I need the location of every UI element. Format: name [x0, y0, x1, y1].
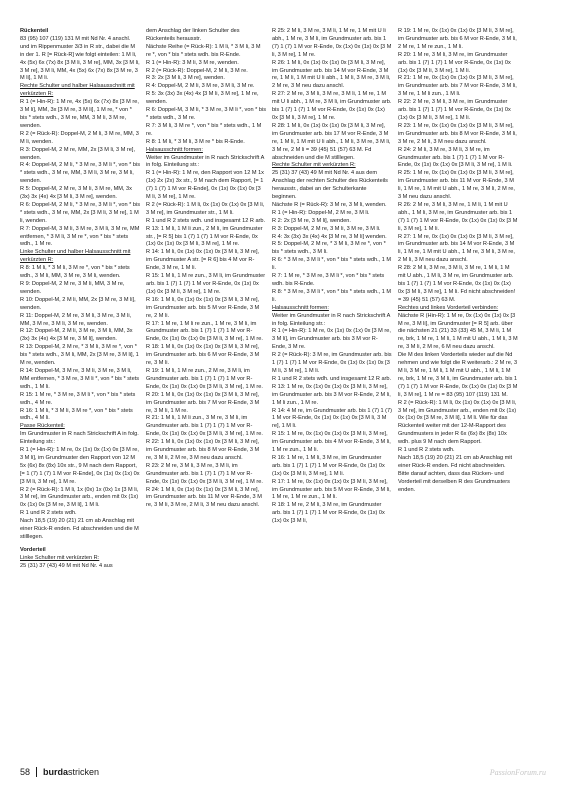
instruction-paragraph: Linke Schulter und halber Halsausschnitt mit verkürzten R:	[20, 249, 131, 264]
instruction-paragraph: R 15: 1 M re, * 3 M re, 3 M li *, von * bis * stets wdh., 4 M re.	[20, 391, 136, 406]
instruction-paragraph: R 2 (= Rück-R): Doppel-M, 2 M li, 3 M re, MM, 3 M li, wenden.	[20, 130, 139, 145]
instruction-paragraph: R 19: 1 M re, 0x (1x) 0x (1x) 0x [3 M li, 3 M re], im Grundmuster arb. bis 6 M vor R-Ende, 3 M li, 2 M re, 1 M re zun., 1 M li.	[398, 28, 517, 50]
instruction-paragraph: R 6: Doppel-M, 3 M li, * 3 M re, 3 M li *, von * bis * stets wdh., 3 M re.	[146, 107, 266, 121]
instruction-paragraph: R 16: 1 M re, 1 M li, 3 M re, im Grundmuster arb. bis 1 (7) 1 (7) 1 M vor R-Ende, 0x (1x) 0x (1x) 0x [3 M li, 3 M re], 1 M li.	[272, 454, 385, 477]
instruction-paragraph: R 7: 3 M li, 3 M re *, von * bis * stets wdh., 1 M re.	[146, 122, 262, 137]
instruction-paragraph: R 1 und R 2 stets wdh. und insgesamt 12 R arb.	[146, 217, 266, 224]
instruction-paragraph: Nach 18,5 (19) 20 (21) 21 cm ab Anschlag mit einer Rück-R enden. Fd abschneiden und die M stilllegen.	[20, 518, 139, 540]
instruction-paragraph: Halsausschnitt formen:	[146, 146, 203, 153]
instruction-paragraph: R 2 (= Rück-R): 1 M li, 0x (1x) 0x (1x) 0x [3 M li, 3 M re], im Grundmuster arb., enden mit 0x (1x) 0x (1x) 0x [3 M re, 3 M li], 1 M li. Wie für das Rückenteil weiter mit der 12-M-Rapport des Grundmusters in jeder R 6x (6x) 8x (8x) 10x wdh. plus 9 M nach dem Rapport.	[398, 399, 517, 446]
instruction-paragraph: dem Anschlag der linken Schulter des Rückenteils herausstr.	[146, 28, 240, 42]
instruction-paragraph: R 19: 1 M li, 1 M re zun., 2 M re, 3 M li, im Grundmuster arb. bis 1 (7) 1 (7) 1 M vor R-Ende, 0x (1x) 0x (1x) 0x [3 M li, 3 M re], 1 M re.	[146, 367, 263, 390]
page-body	[20, 28, 550, 763]
instruction-paragraph: R 16: 1 M li, 0x (1x) 0x (1x) 0x [3 M li, 3 M re], im Grundmuster arb. bis 5 M vor R-Ende, 3 M re, 2 M li.	[146, 296, 260, 319]
instruction-paragraph: R 5: 3x (3x) 3x (4x) 4x [3 M li, 3 M re], 1 M re, wenden.	[146, 91, 259, 106]
instruction-paragraph: R 15: 1 M re, 0x (1x) 0x (1x) 0x [3 M li, 3 M re], im Grundmuster arb. bis 4 M vor R-Ende, 3 M li, 1 M re zun., 1 M li.	[272, 431, 391, 454]
instruction-paragraph: R 22: 2 M re, 3 M li, 3 M re, im Grundmuster arb. bis 1 (7) 1 (7) 1 M vor R-Ende, 0x (1x) 0x (1x) 0x [3 M li, 3 M re], 1 M li.	[398, 99, 511, 121]
instruction-paragraph: R 5: Doppel-M, 2 M re, 3 M li, 3 M re, MM, 3x (3x) 3x (4x) 4x [3 M li, 3 M re], wenden.	[20, 186, 132, 201]
footer-divider	[36, 767, 37, 777]
instruction-paragraph: R 11: Doppel-M, 2 M re, 3 M li, 3 M re, 3 M li, MM, 3 M re, 3 M li, 3 M re, wenden.	[20, 312, 132, 327]
instruction-paragraph: R 24: 1 M li, 0x (1x) 0x (1x) 0x [3 M li, 3 M re], im Grundmuster arb. bis 11 M vor R-Ende, 3 M re, 3 M li, 3 M re, 2 M li, 3 M neu dazu anschl.	[146, 486, 262, 509]
instruction-paragraph: R 25: 1 M re, 0x (1x) 0x (1x) 0x [3 M li, 3 M re], im Grundmuster arb. bis 11 M vor R-Ende, 3 M li, 1 M re, 1 M mit U abh., 1 M re, 3 M li, 2 M re, 3 M neu dazu anschl.	[398, 170, 515, 201]
instruction-paragraph: Weiter im Grundmuster in R nach Strickschrift A in folg. Einteilung str.:	[146, 154, 265, 169]
instruction-paragraph: R 4: Doppel-M, 2 M li, * 3 M re, 3 M li *, von * bis * stets wdh., 3 M re, MM, 3 M li, 3 M re, 3 M li, wenden.	[20, 162, 140, 185]
instruction-paragraph: R 2 (= Rück-R): Doppel-M, 2 M li, 3 M re.	[146, 67, 248, 74]
instruction-paragraph: R 1 (= Hin-R): 1 M re, den Rapport von 12 M 1x (1x) 2x (2x) 3x str., 9 M nach dem Rapport, [= 1 (7) 1 (7) 1 M vor R-Ende], 0x (1x) 0x (1x) 0x [3 M li, 3 M re], 1 M re.	[146, 170, 264, 201]
instruction-paragraph: Die M des linken Vorderteils wieder auf die Nd nehmen und wie folgt die R weiterarb.: 2 M re, 3 M li, 3 M re, 1 M li, 1 M mit U abh., 1 M li, 1 M re, brk, 1 M re, 3 M li, im Grundmuster arb. bis 1 (7) 1 (7) 1 M vor R-Ende, 0x (1x) 0x (1x) 0x [3 M li, 3 M re], 1 M re = 83 (95) 107 (119) 131 M.	[398, 352, 518, 398]
instruction-paragraph: 25 (31) 37 (43) 49 M mit Nd Nr. 4 aus dem Anschlag der rechten Schulter des Rückenteils herausstr., dabei an der Schulterkante beginnen.	[272, 170, 388, 201]
instruction-paragraph: R 1 (= Hin-R): 1 M re, 0x (1x) 0x (1x) 0x [3 M re, 3 M li], im Grundmuster den Rapport von 12 M 5x (6x) 8x (8x) 10x str., 9 M nach dem Rapport, [= 1 (7) 1 (7) 1 M vor R-Ende], 0x (1x) 0x (1x) 0x [3 M li, 3 M re], 1 M re.	[20, 447, 140, 485]
instruction-paragraph: 83 (95) 107 (119) 131 M mit Nd Nr. 4 anschl. und im Rippenmuster 3/3 in R str., dabei die M in der 1. R [= Rück-R] wie folgt einteilen: 1 M li, 4x (5x) 6x (7x) 8x [3 M li, 3 M re], MM, 3x [3 M li, 3 M re], 3 M li, MM, 4x (5x) 6x (7x) 8x [3 M re, 3 M li], 1 M li.	[20, 35, 140, 82]
instruction-paragraph: R 3: Doppel-M, 2 M re, MM, 2x [3 M li, 3 M re], wenden.	[20, 146, 136, 161]
text-column-3	[272, 28, 392, 526]
text-column-2	[146, 28, 266, 510]
instruction-paragraph: R 4: Doppel-M, 2 M li, 3 M re, 3 M li, 3 M re.	[146, 83, 255, 90]
instruction-paragraph: R 1 und R 2 stets wdh.	[20, 510, 77, 517]
instruction-paragraph: R 14: 1 M li, 0x (1x) 0x (1x) 0x [3 M li, 3 M re], im Grundmuster A str. [= R 6] bis 4 M vor R-Ende, 3 M re, 1 M li.	[146, 249, 260, 272]
instruction-paragraph: Vorderteil	[20, 546, 46, 553]
instruction-paragraph: R 26: 2 M re, 3 M li, 3 M re, 1 M li, 1 M mit U abh., 1 M li, 3 M re, im Grundmuster arb. bis 1 (7) 1 (7) 1 M vor R-Ende, 0x (1x) 0x (1x) 0x [3 M li, 3 M re], 1 M li.	[398, 201, 518, 232]
instruction-paragraph: R 28: 2 M li, 3 M re, 3 M li, 3 M re, 1 M li, 1 M mit U abh., 1 M li, 3 M re, im Grundmuster arb. bis 1 (7) 1 (7) 1 M vor R-Ende, 0x (1x) 0x (1x) 0x [3 M li, 3 M re], 1 M li. Fd nicht abschneiden! = 39 (45) 51 (57) 63 M.	[398, 265, 516, 303]
instruction-paragraph: R 15: 1 M li, 1 M re zun., 3 M li, im Grundmuster arb. bis 1 (7) 1 (7) 1 M vor R-Ende, 0x (1x) 0x (1x) 0x [3 M li, 3 M re], 1 M re.	[146, 273, 266, 295]
instruction-paragraph: R 14: 4 M re, im Grundmuster arb. bis 1 (7) 1 (7) 1 M vor R-Ende, 0x (1x) 0x (1x) 0x [3 M li, 3 M re], 1 M li.	[272, 407, 392, 430]
instruction-paragraph: R 17: 1 M re, 0x (1x) 0x (1x) 0x [3 M li, 3 M re], im Grundmuster arb. bis 5 M vor R-Ende, 3 M li, 1 M re, 1 M re zun., 1 M li.	[272, 478, 391, 501]
instruction-paragraph: R 25: 2 M li, 3 M re, 3 M li, 1 M re, 1 M mit U li abh., 1 M re, 3 M li, im Grundmuster arb. bis 1 (7) 1 (7) 1 M vor R-Ende, 0x (1x) 0x (1x) 0x [3 M li, 3 M re], 1 M re.	[272, 28, 392, 58]
instruction-paragraph: R 1 und R 2 stets wdh.	[398, 447, 455, 454]
instruction-paragraph: Halsausschnitt formen:	[272, 304, 329, 311]
instruction-paragraph: R 13: 1 M li, 1 M li zun., 2 M li, im Grundmuster str., [= R 5] bis 1 (7) 1 (7) 1 M vor R-Ende, 0x (1x) 0x (1x) 0x [3 M li, 3 M re], 1 M re.	[146, 225, 263, 248]
brand-name-bold: burda	[43, 767, 69, 777]
instruction-paragraph: Weiter im Grundmuster in R nach Strickschrift A in folg. Einteilung str.:	[272, 312, 391, 327]
instruction-paragraph: R 26: 1 M li, 0x (1x) 0x (1x) 0x [3 M li, 3 M re], im Grundmuster arb. bis 14 M vor R-Ende, 3 M re, 1 M li, 1 M mit U li abh., 1 M li, 3 M re, 3 M li, 2 M re, 3 M neu dazu anschl.	[272, 59, 391, 90]
instruction-paragraph: Nächste R (= Rück-R): 3 M re, 3 M li, wenden.	[272, 201, 387, 208]
instruction-paragraph: R 12: Doppel-M, 2 M li, 3 M re, 3 M li, MM, 3x (3x) 3x (4x) 4x [3 M re, 3 M li], wenden.	[20, 328, 133, 343]
instruction-paragraph: 25 (31) 37 (43) 49 M mit Nd Nr. 4 aus	[20, 562, 113, 569]
instruction-paragraph: R 2 (= Rück-R): 1 M li, 1x (0x) 1x (0x) 1x [3 M li, 3 M re], im Grundmuster arb., enden mit 0x (1x) 0x (1x) 0x [3 M re, 3 M li], 1 M li.	[20, 486, 139, 509]
instruction-paragraph: Nächste Reihe (= Rück-R): 1 M li, * 3 M li, 3 M re *, von * bis * stets wdh. bis R-Ende.	[146, 43, 261, 58]
instruction-paragraph: R 2 (= Rück-R): 3 M re, im Grundmuster arb. bis 1 (7) 1 (7) 1 M vor R-Ende, 0x (1x) 0x (1x) 0x [3 M li, 3 M re], 1 M li.	[272, 352, 392, 374]
instruction-paragraph: R 21: 1 M li, 1 M li zun., 3 M re, 3 M li, im Grundmuster arb. bis 1 (7) 1 (7) 1 M vor R-Ende, 0x (1x) 0x (1x) 0x [3 M li, 3 M re], 1 M re.	[146, 415, 263, 438]
instruction-paragraph: R 13: 1 M re, 0x (1x) 0x (1x) 0x [3 M li, 3 M re], im Grundmuster arb. bis 3 M vor R-Ende, 2 M li, 1 M li zun., 1 M re.	[272, 383, 391, 406]
instruction-paragraph: R 4: 3x (3x) 3x (4x) 4x [3 M re, 3 M li] wenden.	[272, 233, 387, 240]
instruction-paragraph: R 24: 2 M li, 3 M re, 3 M li, 3 M re, im Grundmuster arb. bis 1 (7) 1 (7) 1 M vor R-Ende, 0x (1x) 0x (1x) 0x [3 M li, 3 M re], 1 M li.	[398, 146, 513, 169]
instruction-paragraph: R 18: 1 M re, 2 M li, 3 M re, im Grundmuster arb. bis 1 (7) 1 (7) 1 M vor R-Ende, 0x (1x) 0x (1x) 0x [3 M li,	[272, 502, 385, 525]
instruction-paragraph: R 20: 1 M li, 0x (1x) 0x (1x) 0x [3 M li, 3 M re], im Grundmuster arb. bis 7 M vor R-Ende, 3 M re, 3 M li, 1 M re.	[146, 391, 260, 414]
instruction-paragraph: R 6: Doppel-M, 2 M li, * 3 M re, 3 M li *, von * bis * stets wdh., 3 M re, MM, 2x [3 M li, 3 M re], 1 M li, wenden.	[20, 201, 140, 224]
instruction-paragraph: R 22: 1 M li, 0x (1x) 0x (1x) 0x [3 M li, 3 M re], im Grundmuster arb. bis 8 M vor R-Ende, 3 M re, 3 M li, 2 M re, 3 M neu dazu anschl.	[146, 439, 260, 461]
instruction-paragraph: R 2: 2x [3 M re, 3 M li], wenden.	[272, 217, 351, 224]
instruction-paragraph: R 10: Doppel-M, 2 M li, MM, 2x [3 M re, 3 M li], wenden.	[20, 296, 136, 311]
instruction-paragraph: R 28: 1 M li, 0x (1x) 0x (1x) 0x [3 M li, 3 M re], im Grundmuster arb. bis 17 M vor R-Ende, 3 M re, 1 M li, 1 M mit U li abh., 1 M li, 3 M re, 3 M li, 3 M re, 2 M li = 39 (45) 51 (57) 63 M. Fd abschneiden und die M stilllegen.	[272, 122, 391, 161]
watermark: PassionForum.ru	[489, 767, 546, 777]
page-footer	[20, 766, 546, 778]
instruction-paragraph: Rechtes und linkes Vorderteil verbinden:	[398, 304, 499, 311]
instruction-paragraph: R 1 (= Hin-R): 1 M re, 4x (5x) 6x (7x) 8x [3 M re, 3 M li], MM, 3x [3 M re, 3 M li], 1 M re, * von * bis * stets wdh., 3 M re, MM, 3 M li, 3 M re, wenden.	[20, 99, 139, 129]
instruction-paragraph: Passe Rückenteil:	[20, 423, 65, 430]
instruction-paragraph: R 27: 2 M re, 3 M li, 3 M re, 3 M li, 1 M re, 1 M mit U li abh., 1 M re, 3 M li, im Grundmuster arb. bis 1 (7) 1 (7) 1 M vor R-Ende, 0x (1x) 0x (1x) 0x [3 M li, 3 M re], 1 M re.	[272, 91, 392, 121]
instruction-paragraph: Nach 18,5 (19) 20 (21) 21 cm ab Anschlag mit einer Rück-R enden. Fd nicht abschneiden.	[398, 454, 513, 469]
brand-name-light: stricken	[68, 767, 100, 777]
instruction-paragraph: Linke Schulter mit verkürzten R:	[20, 554, 100, 561]
instruction-paragraph: R 3: 2x [3 M li, 3 M re], wenden.	[146, 75, 225, 82]
instruction-paragraph: R 13: Doppel-M, 2 M re, * 3 M li, 3 M re *, von * bis * stets wdh., 3 M li, MM, 2x [3 M re, 3 M li], 1 M re, wenden.	[20, 344, 139, 367]
instruction-paragraph: R 18: 1 M li, 0x (1x) 0x (1x) 0x [3 M li, 3 M re], im Grundmuster arb. bis 6 M vor R-Ende, 3 M re, 3 M li.	[146, 344, 260, 367]
instruction-paragraph: R 17: 1 M re, 1 M li re zun., 1 M re, 3 M li, im Grundmuster arb. bis 1 (7) 1 (7) 1 M vor R-Ende, 0x (1x) 0x (1x) 0x [3 M li, 3 M re], 1 M re.	[146, 320, 263, 343]
instruction-paragraph: R 23: 1 M re, 0x (1x) 0x (1x) 0x [3 M li, 3 M re], im Grundmuster arb. bis 8 M vor R-Ende, 3 M li, 3 M re, 2 M li, 3 M neu dazu anschl.	[398, 122, 517, 145]
instruction-paragraph: R 21: 1 M re, 0x (1x) 0x (1x) 0x [3 M li, 3 M re], im Grundmuster arb. bis 7 M vor R-Ende, 3 M li, 3 M re, 1 M li zun., 1 M li.	[398, 75, 517, 98]
instruction-paragraph: R 5: Doppel-M, 2 M re, * 3 M li, 3 M re *, von * bis * stets wdh., 3 M li.	[272, 241, 386, 256]
instruction-paragraph: R 8: 1 M li, * 3 M li, 3 M re *, von * bis * stets wdh., 3 M li, MM, 3 M re, 3 M li, wenden.	[20, 265, 130, 280]
instruction-paragraph: Rückenteil	[20, 28, 49, 34]
instruction-paragraph: R 8: 1 M li, * 3 M li, 3 M re * bis R-Ende.	[146, 138, 245, 145]
instruction-paragraph: R 27: 1 M re, 0x (1x) 0x (1x) 0x [3 M li, 3 M re], im Grundmuster arb. bis 14 M vor R-Ende, 3 M li, 1 M re, 1 M mit U abh., 1 M re, 3 M li, 3 M re, 2 M li, 3 M neu dazu anschl.	[398, 233, 515, 264]
instruction-paragraph: R 7: 1 M re, * 3 M re, 3 M li *, von * bis * stets wdh. bis R-Ende.	[272, 273, 385, 287]
text-column-4	[398, 28, 518, 494]
instruction-paragraph: Rechte Schulter und halber Halsausschnitt mit verkürzten R:	[20, 83, 135, 98]
instruction-paragraph: R 8: * 3 M re, 3 M li *, von * bis * stets wdh., 1 M li.	[272, 288, 392, 303]
instruction-paragraph: R 9: Doppel-M, 2 M re, 3 M li, MM, 3 M re, wenden.	[20, 281, 125, 295]
instruction-paragraph: R 1 und R 2 stets wdh. und insgesamt 12 R arb.	[272, 375, 392, 382]
instruction-paragraph: R 7: Doppel-M, 3 M li, 3 M re, 3 M li, 3 M re, MM entfernen, * 3 M li, 3 M re *, von * bis * stets wdh., 1 M re.	[20, 225, 140, 248]
instruction-paragraph: Bitte darauf achten, dass das Rücken- und Vorderteil mit derselben R des Grundmusters enden.	[398, 470, 510, 493]
instruction-paragraph: R 1 (= Hin-R): 1 M re, 0x (1x) 0x (1x) 0x [3 M re, 3 M li], im Grundmuster arb. bis 3 M vor R-Ende, 3 M re.	[272, 328, 391, 351]
instruction-paragraph: R 2 (= Rück-R): 1 M li, 0x (1x) 0x (1x) 0x [3 M li, 3 M re], im Grundmuster str., 1 M li.	[146, 201, 265, 216]
instruction-paragraph: R 6: * 3 M re, 3 M li *, von * bis * stets wdh., 1 M li.	[272, 257, 392, 272]
instruction-paragraph: R 14: Doppel-M, 3 M re, 3 M li, 3 M re, 3 M li, MM entfernen, * 3 M re, 3 M li *, von * bis * stets wdh., 1 M li.	[20, 367, 140, 390]
instruction-paragraph: R 16: 1 M li, * 3 M li, 3 M re *, von * bis * stets wdh., 4 M li.	[20, 407, 133, 422]
instruction-paragraph: R 3: Doppel-M, 2 M re, 3 M li, 3 M re, 3 M li.	[272, 225, 381, 232]
instruction-paragraph: R 23: 2 M re, 3 M li, 3 M re, 3 M li, im Grundmuster arb. bis 1 (7) 1 (7) 1 M vor R-Ende, 0x (1x) 0x (1x) 0x [3 M li, 3 M re], 1 M re.	[146, 462, 263, 485]
instruction-paragraph: Nächste R (Hin-R): 1 M re, 0x (1x) 0x (1x) 0x [3 M re, 3 M li], im Grundmuster [= R 5] arb. über die nächsten 21 (21) 33 (33) 45 M, 3 M li, 1 M re, brk, 1 M re, 1 M li, 1 M mit U abh., 1 M li, 3 M re, 3 M li, 2 M re, 6 M neu dazu anschl.	[398, 312, 518, 351]
instruction-paragraph: Im Grundmuster in R nach Strickschrift A in folg. Einteilung str.:	[20, 431, 139, 446]
instruction-paragraph: R 1 (= Hin-R): Doppel-M, 2 M re, 3 M li.	[272, 209, 370, 216]
instruction-paragraph: R 20: 1 M re, 3 M li, 3 M re, im Grundmuster arb. bis 1 (7) 1 (7) 1 M vor R-Ende, 0x (1x) 0x (1x) 0x [3 M li, 3 M re], 1 M li.	[398, 51, 511, 74]
instruction-paragraph: Rechte Schulter mit verkürzten R:	[272, 162, 356, 169]
text-column-1	[20, 28, 140, 571]
instruction-paragraph: R 1 (= Hin-R): 3 M li, 3 M re, wenden.	[146, 59, 239, 66]
page-number: 58	[20, 767, 31, 777]
